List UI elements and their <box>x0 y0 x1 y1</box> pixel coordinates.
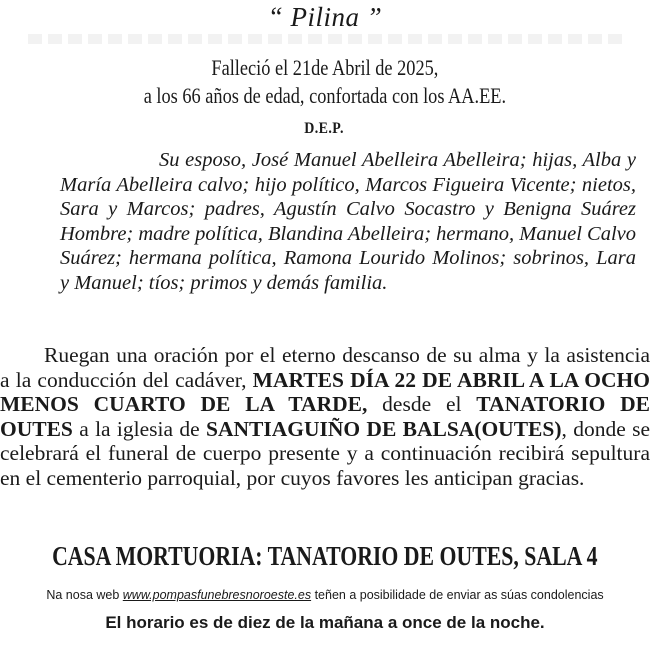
ruegan-text-4: , donde se celebrará el funeral de cuerpo presente y a continuación recibirá sepultura en el cementerio parroquial, por cuyos favores les anticipan gracias. <box>0 416 650 490</box>
ruegan-text-1: Ruegan una oración por el eterno descanso de su alma y la asistencia a la conducción del cadáver, <box>0 343 650 392</box>
ruegan-text-2: desde el <box>367 392 477 416</box>
casa-mortuoria: CASA MORTUORIA: TANATORIO DE OUTES, SALA 4 <box>52 541 598 571</box>
ruegan-text-3: a la iglesia de <box>72 416 206 441</box>
dep-heading: D.E.P. <box>304 120 344 137</box>
funeral-origin: TANATORIO DE OUTES <box>0 392 650 441</box>
family-list: Su esposo, José Manuel Abelleira Abelleira; hijas, Alba y María Abelleira calvo; hijo político, Marcos Figueira Vicente; nietos, Sara y Marcos; padres, Agustín Calvo Socastro y Benigna Suárez Hombre; madre política, Blandina Abelleira; hermano, Manuel Calvo Suárez; hermana política, Ramona Lourido Molinos; sobrinos, Lara y Manuel; tíos; primos y demás familia. <box>60 149 637 294</box>
funeral-datetime: MARTES DÍA 22 DE ABRIL A LA OCHO MENOS CUARTO DE LA TARDE, <box>0 367 650 416</box>
web-note-suffix: teñen a posibilidade de enviar as súas condolencias <box>311 588 604 602</box>
website-link[interactable]: www.pompasfunebresnoroeste.es <box>122 588 312 602</box>
funeral-details <box>0 343 650 490</box>
web-condolences-note <box>0 588 650 602</box>
death-date-line: Falleció el 21de Abril de 2025, <box>211 55 439 80</box>
opening-hours: El horario es de diez de la mañana a once de la noche. <box>105 613 545 632</box>
deceased-nickname: “ Pilina ” <box>267 2 383 32</box>
funeral-church: SANTIAGUIÑO DE BALSA(OUTES) <box>205 416 562 441</box>
age-line: a los 66 años de edad, confortada con los AA.EE. <box>143 83 507 108</box>
faint-header-bleed <box>28 34 628 44</box>
web-note-prefix: Na nosa web <box>46 588 123 602</box>
